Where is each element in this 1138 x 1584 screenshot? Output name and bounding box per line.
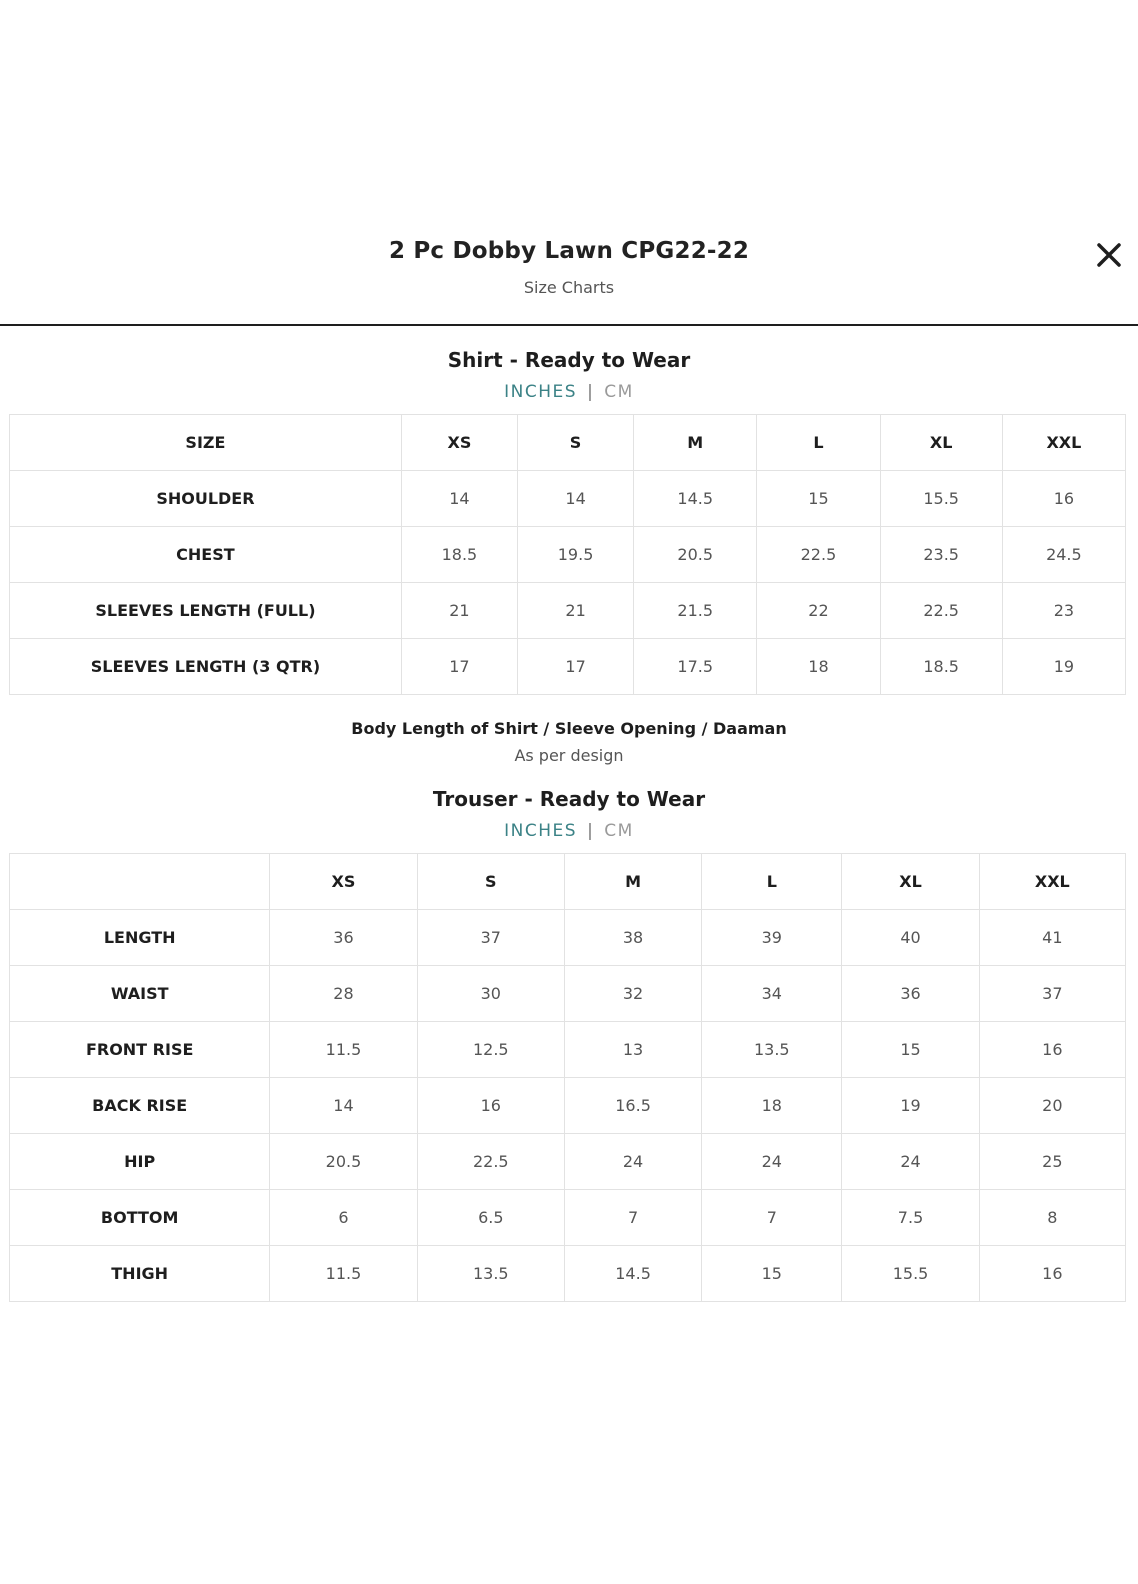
shirt-note xyxy=(0,719,1138,765)
row-label: BOTTOM xyxy=(10,1190,270,1246)
table-row xyxy=(10,583,1126,639)
measurement-cell: 15.5 xyxy=(880,471,1002,527)
table-row xyxy=(10,639,1126,695)
measurement-cell: 36 xyxy=(270,910,417,966)
column-header-size: XL xyxy=(880,415,1002,471)
measurement-cell: 11.5 xyxy=(270,1022,417,1078)
table-header-row xyxy=(10,415,1126,471)
shirt-unit-toggle xyxy=(0,382,1138,402)
trouser-section xyxy=(0,787,1138,1302)
shirt-section-title: Shirt - Ready to Wear xyxy=(447,348,691,372)
measurement-cell: 14.5 xyxy=(634,471,757,527)
measurement-cell: 16 xyxy=(979,1246,1125,1302)
table-row xyxy=(10,1134,1126,1190)
modal-subtitle: Size Charts xyxy=(523,278,615,297)
measurement-cell: 17 xyxy=(518,639,634,695)
unit-separator: | xyxy=(587,382,595,402)
measurement-cell: 22.5 xyxy=(417,1134,564,1190)
measurement-cell: 21.5 xyxy=(634,583,757,639)
close-icon xyxy=(1092,238,1126,272)
measurement-cell: 13.5 xyxy=(417,1246,564,1302)
table-row xyxy=(10,1078,1126,1134)
measurement-cell: 8 xyxy=(979,1190,1125,1246)
table-row xyxy=(10,1022,1126,1078)
measurement-cell: 24 xyxy=(702,1134,842,1190)
column-header-size: XL xyxy=(842,854,979,910)
column-header-size: XS xyxy=(270,854,417,910)
measurement-cell: 36 xyxy=(842,966,979,1022)
shirt-size-table xyxy=(9,414,1126,695)
measurement-cell: 16 xyxy=(979,1022,1125,1078)
measurement-cell: 23 xyxy=(1002,583,1125,639)
measurement-cell: 18 xyxy=(702,1078,842,1134)
row-label: SHOULDER xyxy=(10,471,402,527)
table-row xyxy=(10,966,1126,1022)
column-header-size: XS xyxy=(401,415,517,471)
trouser-size-table xyxy=(9,853,1126,1302)
column-header-size: XXL xyxy=(979,854,1125,910)
size-chart-modal xyxy=(0,228,1138,1302)
column-header-size: XXL xyxy=(1002,415,1125,471)
measurement-cell: 14 xyxy=(518,471,634,527)
column-header-size: M xyxy=(564,854,701,910)
measurement-cell: 21 xyxy=(401,583,517,639)
measurement-cell: 7.5 xyxy=(842,1190,979,1246)
measurement-cell: 20 xyxy=(979,1078,1125,1134)
measurement-cell: 24 xyxy=(842,1134,979,1190)
measurement-cell: 21 xyxy=(518,583,634,639)
measurement-cell: 7 xyxy=(564,1190,701,1246)
row-label: SLEEVES LENGTH (FULL) xyxy=(10,583,402,639)
measurement-cell: 16 xyxy=(1002,471,1125,527)
column-header-size: L xyxy=(757,415,880,471)
measurement-cell: 34 xyxy=(702,966,842,1022)
measurement-cell: 40 xyxy=(842,910,979,966)
measurement-cell: 32 xyxy=(564,966,701,1022)
row-label: CHEST xyxy=(10,527,402,583)
measurement-cell: 16.5 xyxy=(564,1078,701,1134)
measurement-cell: 14 xyxy=(401,471,517,527)
measurement-cell: 19 xyxy=(842,1078,979,1134)
measurement-cell: 17.5 xyxy=(634,639,757,695)
measurement-cell: 41 xyxy=(979,910,1125,966)
measurement-cell: 22 xyxy=(757,583,880,639)
row-label: THIGH xyxy=(10,1246,270,1302)
measurement-cell: 16 xyxy=(417,1078,564,1134)
measurement-cell: 11.5 xyxy=(270,1246,417,1302)
measurement-cell: 15 xyxy=(702,1246,842,1302)
measurement-cell: 6.5 xyxy=(417,1190,564,1246)
measurement-cell: 12.5 xyxy=(417,1022,564,1078)
trouser-unit-cm[interactable]: CM xyxy=(604,821,634,841)
measurement-cell: 18.5 xyxy=(880,639,1002,695)
table-row xyxy=(10,527,1126,583)
trouser-unit-inches[interactable]: INCHES xyxy=(504,821,578,841)
column-header-size: S xyxy=(417,854,564,910)
row-label: LENGTH xyxy=(10,910,270,966)
modal-header xyxy=(0,228,1138,324)
table-row xyxy=(10,1190,1126,1246)
table-row xyxy=(10,910,1126,966)
measurement-cell: 30 xyxy=(417,966,564,1022)
measurement-cell: 15 xyxy=(842,1022,979,1078)
column-header-label: SIZE xyxy=(10,415,402,471)
table-row xyxy=(10,471,1126,527)
measurement-cell: 18.5 xyxy=(401,527,517,583)
measurement-cell: 14 xyxy=(270,1078,417,1134)
note-text: As per design xyxy=(514,746,624,765)
measurement-cell: 20.5 xyxy=(270,1134,417,1190)
column-header-size: L xyxy=(702,854,842,910)
measurement-cell: 28 xyxy=(270,966,417,1022)
row-label: WAIST xyxy=(10,966,270,1022)
close-button[interactable] xyxy=(1092,238,1126,272)
measurement-cell: 15.5 xyxy=(842,1246,979,1302)
measurement-cell: 37 xyxy=(979,966,1125,1022)
trouser-section-title: Trouser - Ready to Wear xyxy=(432,787,706,811)
measurement-cell: 14.5 xyxy=(564,1246,701,1302)
measurement-cell: 39 xyxy=(702,910,842,966)
row-label: BACK RISE xyxy=(10,1078,270,1134)
column-header-size: M xyxy=(634,415,757,471)
measurement-cell: 37 xyxy=(417,910,564,966)
measurement-cell: 6 xyxy=(270,1190,417,1246)
column-header-label xyxy=(10,854,270,910)
measurement-cell: 19 xyxy=(1002,639,1125,695)
measurement-cell: 7 xyxy=(702,1190,842,1246)
table-header-row xyxy=(10,854,1126,910)
shirt-section xyxy=(0,348,1138,695)
measurement-cell: 19.5 xyxy=(518,527,634,583)
note-title: Body Length of Shirt / Sleeve Opening / Daaman xyxy=(351,719,787,738)
unit-separator: | xyxy=(587,821,595,841)
row-label: FRONT RISE xyxy=(10,1022,270,1078)
modal-title: 2 Pc Dobby Lawn CPG22-22 xyxy=(388,238,750,264)
measurement-cell: 24.5 xyxy=(1002,527,1125,583)
row-label: HIP xyxy=(10,1134,270,1190)
measurement-cell: 13.5 xyxy=(702,1022,842,1078)
measurement-cell: 22.5 xyxy=(880,583,1002,639)
row-label: SLEEVES LENGTH (3 QTR) xyxy=(10,639,402,695)
measurement-cell: 25 xyxy=(979,1134,1125,1190)
measurement-cell: 38 xyxy=(564,910,701,966)
measurement-cell: 17 xyxy=(401,639,517,695)
column-header-size: S xyxy=(518,415,634,471)
shirt-unit-inches[interactable]: INCHES xyxy=(504,382,578,402)
shirt-unit-cm[interactable]: CM xyxy=(604,382,634,402)
table-row xyxy=(10,1246,1126,1302)
header-divider xyxy=(0,324,1138,326)
measurement-cell: 15 xyxy=(757,471,880,527)
measurement-cell: 18 xyxy=(757,639,880,695)
measurement-cell: 13 xyxy=(564,1022,701,1078)
measurement-cell: 20.5 xyxy=(634,527,757,583)
trouser-unit-toggle xyxy=(0,821,1138,841)
measurement-cell: 24 xyxy=(564,1134,701,1190)
measurement-cell: 23.5 xyxy=(880,527,1002,583)
measurement-cell: 22.5 xyxy=(757,527,880,583)
